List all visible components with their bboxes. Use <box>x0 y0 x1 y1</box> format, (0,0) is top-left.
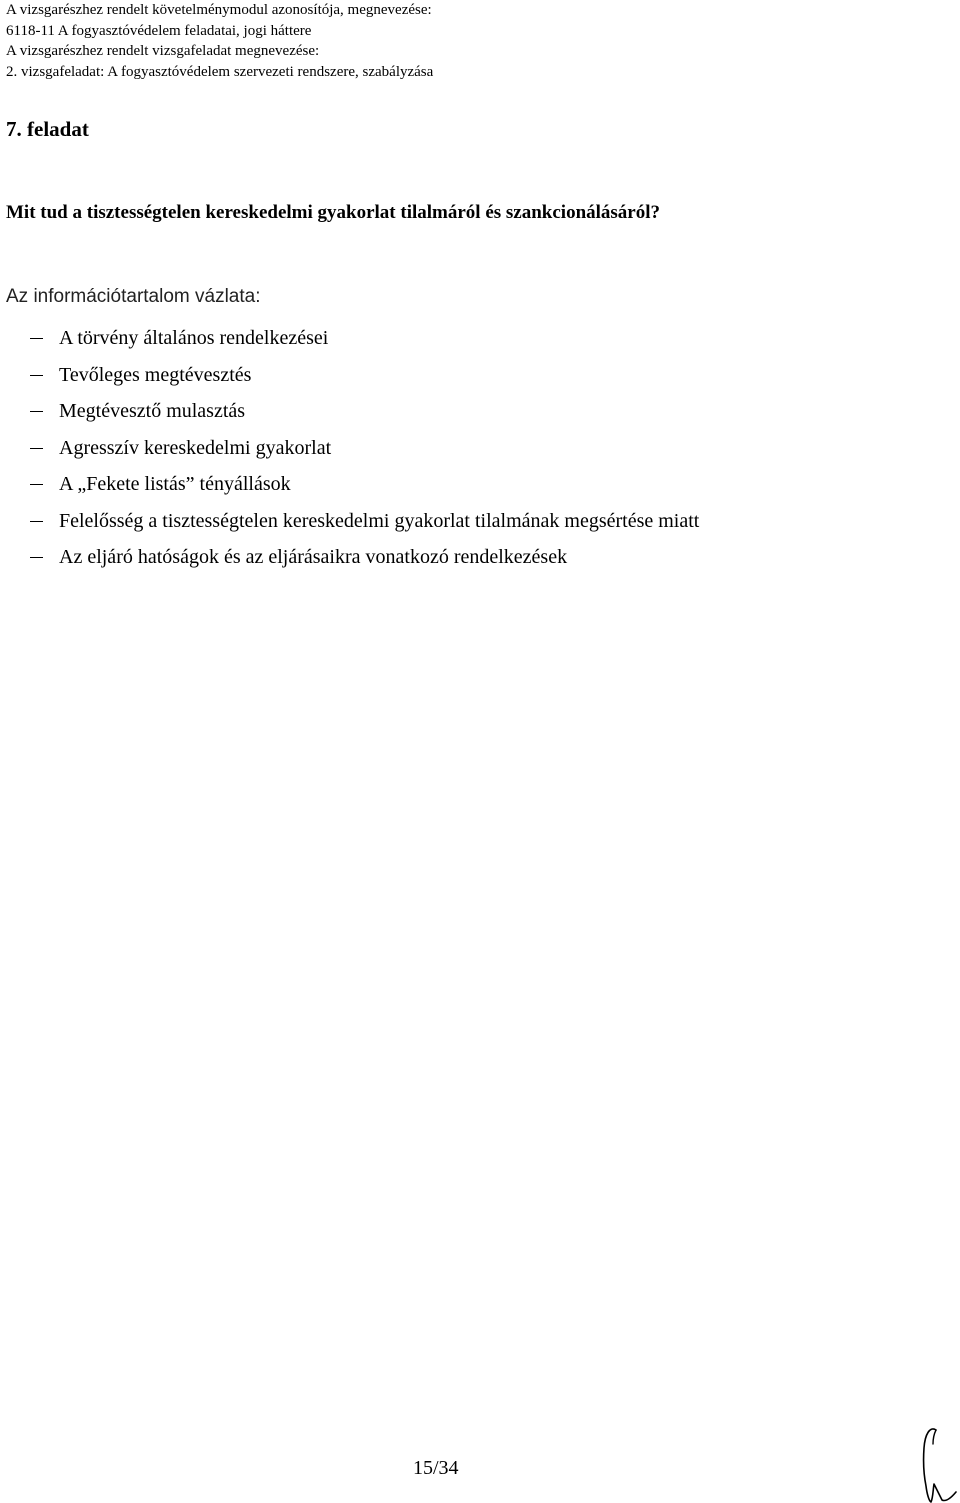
outline-item-text: A „Fekete listás” tényállások <box>59 473 291 495</box>
dash-bullet-icon <box>30 375 43 376</box>
outline-item-text: Felelősség a tisztességtelen kereskedelmi gyakorlat tilalmának megsértése miatt <box>59 509 700 532</box>
dash-bullet-icon <box>30 557 43 558</box>
dash-bullet-icon <box>30 448 43 449</box>
document-header <box>6 0 433 82</box>
dash-bullet-icon <box>30 338 43 339</box>
outline-intro: Az információtartalom vázlata: <box>6 286 261 307</box>
header-task-name: 2. vizsgafeladat: A fogyasztóvédelem szervezeti rendszere, szabályzása <box>6 63 434 80</box>
header-task-label: A vizsgarészhez rendelt vizsgafeladat megnevezése: <box>6 43 320 59</box>
header-module-label: A vizsgarészhez rendelt követelménymodul azonosítója, megnevezése: <box>6 2 432 18</box>
header-module-name: 6118-11 A fogyasztóvédelem feladatai, jogi háttere <box>6 22 312 39</box>
dash-bullet-icon <box>30 521 43 522</box>
page-number: 15/34 <box>413 1457 459 1479</box>
outline-item-text: Az eljáró hatóságok és az eljárásaikra vonatkozó rendelkezések <box>59 546 568 568</box>
outline-item-text: Megtévesztő mulasztás <box>59 400 246 422</box>
dash-bullet-icon <box>30 484 43 485</box>
outline-item-text: Agresszív kereskedelmi gyakorlat <box>59 436 332 459</box>
outline-item-text: Tevőleges megtévesztés <box>59 363 252 386</box>
task-title: 7. feladat <box>6 117 89 141</box>
signature-mark-icon <box>915 1418 960 1503</box>
outline-item-text: A törvény általános rendelkezései <box>59 327 329 349</box>
dash-bullet-icon <box>30 411 43 412</box>
task-question: Mit tud a tisztességtelen kereskedelmi gyakorlat tilalmáról és szankcionálásáról? <box>6 202 661 223</box>
